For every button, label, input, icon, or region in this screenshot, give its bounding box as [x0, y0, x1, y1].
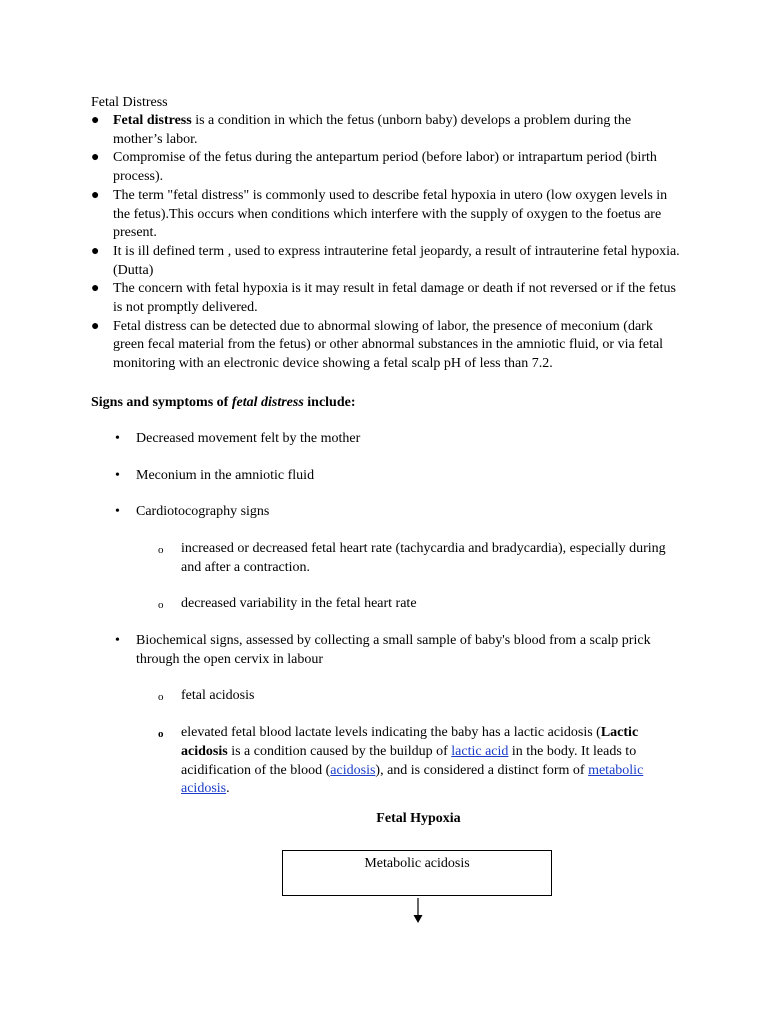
- list-item-text: Compromise of the fetus during the antepartum period (before labor) or intrapartum period (birth process).: [113, 150, 657, 185]
- down-arrow-icon: [411, 898, 425, 924]
- list-item-text: Meconium in the amniotic fluid: [136, 467, 315, 483]
- circle-bullet-icon: o: [158, 599, 164, 612]
- bullet-icon: ●: [91, 281, 100, 297]
- sub-list-item-text: .: [226, 781, 230, 797]
- sub-list-item-text: decreased variability in the fetal heart rate: [181, 596, 417, 612]
- main-bullet-list: [91, 112, 681, 374]
- term-bold: Fetal distress: [113, 113, 192, 128]
- list-item-text: It is ill defined term , used to express intrauterine fetal jeopardy, a result of intrauterine fetal hypoxia.(Dutta): [113, 243, 680, 278]
- circle-bullet-icon: o: [158, 691, 164, 704]
- list-item-text: Biochemical signs, assessed by collecting a small sample of baby's blood from a scalp prick through the open cervix in labour: [136, 633, 651, 667]
- signs-heading-end: include:: [303, 394, 356, 410]
- document-page: [91, 94, 681, 871]
- sub-list-item-text: is a condition caused by the buildup of: [227, 743, 452, 759]
- bullet-icon: ●: [91, 113, 100, 128]
- list-item: [91, 503, 681, 614]
- list-item: [91, 112, 681, 149]
- sub-list-item-text: fetal acidosis: [181, 688, 255, 704]
- bullet-icon: ●: [91, 150, 100, 166]
- list-item: [91, 430, 681, 449]
- bullet-icon: ●: [91, 187, 100, 203]
- list-item-text: The concern with fetal hypoxia is it may result in fetal damage or death if not reversed or if the fetus is not promptly delivered.: [113, 281, 676, 316]
- bullet-icon: ●: [91, 243, 100, 259]
- list-item-text: Decreased movement felt by the mother: [136, 430, 361, 446]
- metabolic-acidosis-link[interactable]: metabolic acidosis: [181, 762, 644, 797]
- sub-list-item-text: elevated fetal blood lactate levels indicating the baby has a lactic acidosis (: [181, 725, 601, 741]
- fetal-hypoxia-heading: Fetal Hypoxia: [376, 811, 461, 826]
- bullet-icon: •: [115, 633, 120, 649]
- document-title: Fetal Distress: [91, 95, 168, 110]
- acidosis-link[interactable]: acidosis: [330, 762, 376, 778]
- list-item: [91, 243, 681, 280]
- list-item: [91, 187, 681, 243]
- circle-bullet-icon: o: [158, 543, 164, 556]
- list-item: [91, 280, 681, 317]
- sub-list-item-text: in the body. It leads to acidification of the blood (: [181, 743, 637, 778]
- bullet-icon: •: [115, 430, 120, 446]
- sub-list-item: [136, 724, 681, 799]
- list-item-text: Fetal distress can be detected due to abnormal slowing of labor, the presence of meconium (dark green fecal material from the fetus) or other abnormal substances in the amniotic fluid, or via fetal monitoring with an electronic device showing a fetal scalp pH of less than 7.2.: [113, 318, 664, 372]
- signs-heading: [91, 394, 681, 412]
- sub-list-item-text: ), and is considered a distinct form of: [375, 762, 589, 778]
- sub-list-item-text: increased or decreased fetal heart rate (tachycardia and bradycardia), especially during and after a contraction.: [181, 540, 666, 575]
- list-item: [91, 149, 681, 186]
- sub-list: [136, 540, 681, 614]
- circle-bullet-icon: o: [158, 728, 164, 741]
- signs-list: [91, 430, 681, 799]
- bullet-icon: •: [115, 467, 120, 483]
- term-bold: Lactic acidosis: [181, 725, 639, 759]
- list-item-text: is a condition in which the fetus (unborn baby) develops a problem during the mother’s labor.: [113, 113, 632, 147]
- list-item-text: Cardiotocography signs: [136, 504, 270, 520]
- lactic-acid-link[interactable]: lactic acid: [451, 743, 509, 759]
- sub-list-item: [136, 687, 681, 706]
- list-item-text: The term "fetal distress" is commonly used to describe fetal hypoxia in utero (low oxygen levels in the fetus).This occurs when conditions which interfere with the supply of oxygen to the foetus are present.: [113, 187, 668, 241]
- sub-list-item: [136, 540, 681, 577]
- sub-list-item: [136, 595, 681, 614]
- signs-heading-start: Signs and symptoms of: [91, 394, 232, 410]
- list-item: [91, 632, 681, 799]
- sub-list: [136, 687, 681, 799]
- bullet-icon: ●: [91, 318, 100, 334]
- flow-box-metabolic-acidosis: [282, 850, 552, 896]
- flow-box-label: Metabolic acidosis: [364, 856, 470, 871]
- list-item: [91, 467, 681, 486]
- list-item: [91, 318, 681, 374]
- bullet-icon: •: [115, 504, 120, 520]
- signs-heading-em: fetal distress: [231, 394, 304, 410]
